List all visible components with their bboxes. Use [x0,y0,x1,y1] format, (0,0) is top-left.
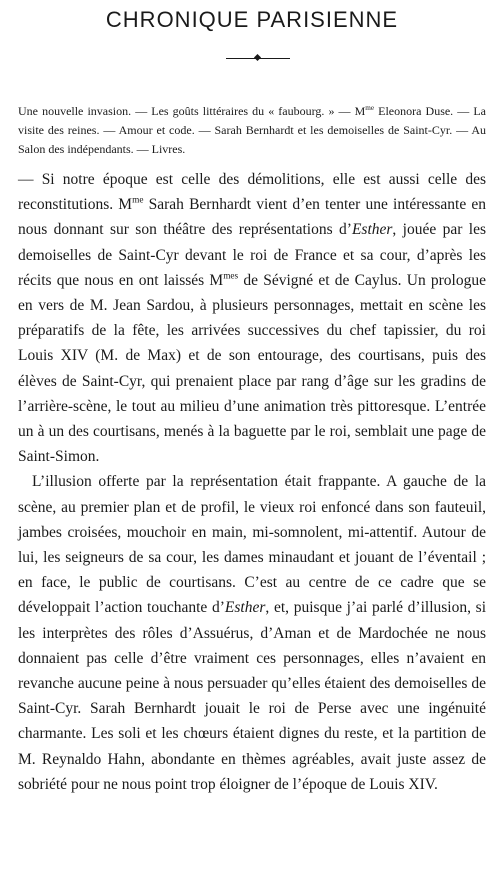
paragraph-1-sup-a: me [132,195,144,206]
paragraph-2-text-c: , abondante en thèmes agréables, avait juste assez de sobriété pour ne nous point trop éloigner de l’époque de Louis XIV. [18,750,486,793]
paragraph-2 [18,469,486,797]
page [18,0,486,797]
ornament-diamond [254,54,261,61]
summary-text-2: Eleonora Duse. — La visite des reines. — Amour et code. — Sarah Bernhardt et les demoiselles de Saint-Cyr. — Au Salon des indépendants. — Livres. [18,104,486,156]
paragraph-1-text-b: Sarah Bernhardt vient d’en tenter une intéressante en nous donnant sur son théâtre des représentations d’ [18,196,486,239]
reynaldo-hahn-link[interactable]: Reynaldo Hahn [41,750,142,768]
paragraph-1-text-d: de Sévigné et de Caylus. Un prologue en vers de M. Jean Sardou, à plusieurs personnages, mettait en scène les préparatifs de la fête, les arrivées successives du chef tapissier, du roi Louis XIV (M. de Max) et de son entourage, des courtisans, puis des élèves de Saint-Cyr, qui prenaient place par rang d’âge sur les gradins de l’arrière-scène, le tout au milieu d’une animation très pittoresque. L’entrée un à un des courtisans, menés à la baguette par le roi, semblait une page de Saint-Simon. [18,271,486,466]
article-body [18,167,486,797]
title-ornament [18,52,486,66]
chapter-summary [18,102,486,159]
paragraph-2-text-a: L’illusion offerte par la représentation était frappante. A gauche de la scène, au premier plan et de profil, le vieux roi enfoncé dans son fauteuil, jambes croisées, mouchoir en main, mi-somnolent, mi-attentif. Autour de lui, les seigneurs de sa cour, les dames minaudant et jouant de l’éventail ; en face, le public de courtisans. C’est au centre de ce cadre que se développait l’action touchante d’ [18,473,486,617]
paragraph-1-text-a: — Si notre époque est celle des démolitions, elle est aussi celle des reconstitutions. M [18,171,486,214]
paragraph-1-sup-c: mes [223,271,239,282]
paragraph-2-italic-title: Esther [224,599,266,617]
page-title: CHRONIQUE PARISIENNE [105,7,399,32]
summary-superscript: me [365,103,375,112]
summary-text-1: Une nouvelle invasion. — Les goûts littéraires du « faubourg. » — M [18,104,366,118]
paragraph-1-italic-title: Esther [351,221,393,239]
paragraph-1 [18,167,486,469]
paragraph-1-text-c: , jouée par les demoiselles de Saint-Cyr devant le roi de France et sa cour, d’après les récits que nous en ont laissés M [18,221,487,289]
paragraph-2-text-b: , et, puisque j’ai parlé d’illusion, si les interprètes des rôles d’Assuérus, d’Aman et de Mardochée ne nous donnaient pas celle d’être vraiment ces personnages, elles n’avaient en revanche aucune peine à nous persuader qu’elles étaient des demoiselles de Saint-Cyr. Sarah Bernhardt jouait le roi de Perse avec une ingénuité charmante. Les soli et les chœurs étaient dignes du reste, et la partition de M. [18,599,487,768]
